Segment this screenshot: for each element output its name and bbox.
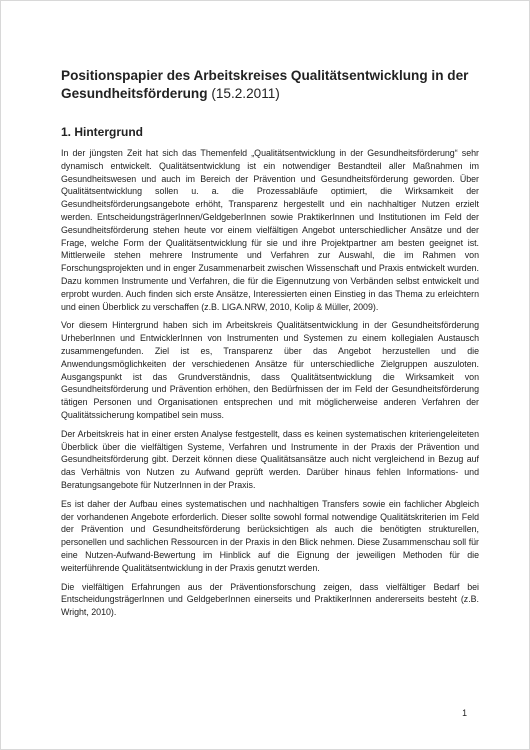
paragraph: Die vielfältigen Erfahrungen aus der Präventionsforschung zeigen, dass vielfältiger Bedarf bei EntscheidungsträgerInnen und GeldgeberInnen einerseits und PraktikerInnen andererseits besteht (z.B. Wright, 2010). — [61, 581, 479, 618]
section-heading: 1. Hintergrund — [61, 125, 144, 139]
paragraph: Es ist daher der Aufbau eines systematischen und nachhaltigen Transfers sowie ein fachlicher Abgleich der vorhandenen Angebote erforderlich. Dieser sollte sowohl formal notwendige Qualitätskriterien im Feld der Prävention und Gesundheitsförderung berücksichtigen als auch die benötigten strukturellen, personellen und sachlichen Ressourcen in der Praxis in den Blick nehmen. Diese Zusammenschau soll für eine Nutzen-Aufwand-Bewertung im Hinblick auf die Eignung der jeweiligen Methoden für die weiterführende Qualitätsentwicklung in der Praxis genutzt werden. — [61, 498, 479, 573]
document-date: (15.2.2011) — [211, 86, 280, 101]
paragraph: Vor diesem Hintergrund haben sich im Arbeitskreis Qualitätsentwicklung in der Gesundheitsförderung UrheberInnen und EntwicklerInnen von Instrumenten und Systemen zu einem kollegialen Austausch zusammengefunden. Ziel ist es, Transparenz über das Angebot herzustellen und die Anwendungsmöglichkeiten der verschiedenen Ansätze für unterschiedliche Zielgruppen auszuloten. Ausgangspunkt ist das Grundverständnis, dass Qualitätsentwicklung die Wirksamkeit von Gesundheitsförderung und Prävention erhöhen, den Bedürfnissen der im Feld der Gesundheitsförderung tätigen Personen und Organisationen entsprechen und mit möglicherweise anderen Verfahren der Qualitätssicherung kompatibel sein muss. — [61, 320, 479, 420]
document-title — [61, 67, 481, 103]
document-body — [61, 147, 479, 625]
paragraph: In der jüngsten Zeit hat sich das Themenfeld „Qualitätsentwicklung in der Gesundheitsförderung“ sehr dynamisch entwickelt. Qualitätsentwicklung ist ein notwendiger Bestandteil aller Maßnahmen im Gesundheitswesen und auch im Bereich der Prävention und Gesundheitsförderung geworden. Über Qualitätsentwicklung sollen u. a. die Prozessabläufe optimiert, die Wirksamkeit der Gesundheitsförderungsangebote erhöht, Transparenz hergestellt und ein nachhaltiger Nutzen erzielt werden. EntscheidungsträgerInnen/GeldgeberInnen sowie PraktikerInnen und Institutionen im Feld der Gesundheitsförderung stehen heute vor einem vielfältigen Angebot unterschiedlicher Ansätze und der Frage, welche Form der Qualitätsentwicklung für sie und ihre Projektpartner am besten geeignet ist. Mittlerweile stehen mehrere Instrumente und Verfahren zur Auswahl, die im Rahmen von Forschungsprojekten und in enger Zusammenarbeit zwischen Wissenschaft und Praxis entwickelt wurden. Dazu kommen Instrumente und Verfahren, die für die Eigennutzung von Verbänden selbst entwickelt und erprobt wurden. Auch finden sich erste Ansätze, Interessierten einen Einstieg in das Thema zu erleichtern und einen Überblick zu verschaffen (z.B. LIGA.NRW, 2010, Kolip & Müller, 2009). — [61, 148, 479, 312]
page-number: 1 — [462, 708, 467, 718]
paragraph: Der Arbeitskreis hat in einer ersten Analyse festgestellt, dass es keinen systematischen kriteriengeleiteten Überblick über die vielfältigen Systeme, Verfahren und Instrumente in der Praxis der Prävention und Gesundheitsförderung gibt. Derzeit können diese Qualitätsansätze auch nicht vergleichend in Bezug auf das Verhältnis von Nutzen zu Aufwand geprüft werden. Darüber hinaus fehlen Informations- und Beratungsangebote für NutzerInnen in der Praxis. — [61, 428, 479, 490]
title-text: Positionspapier des Arbeitskreises Qualitätsentwicklung in der Gesundheitsförderung — [61, 68, 469, 101]
